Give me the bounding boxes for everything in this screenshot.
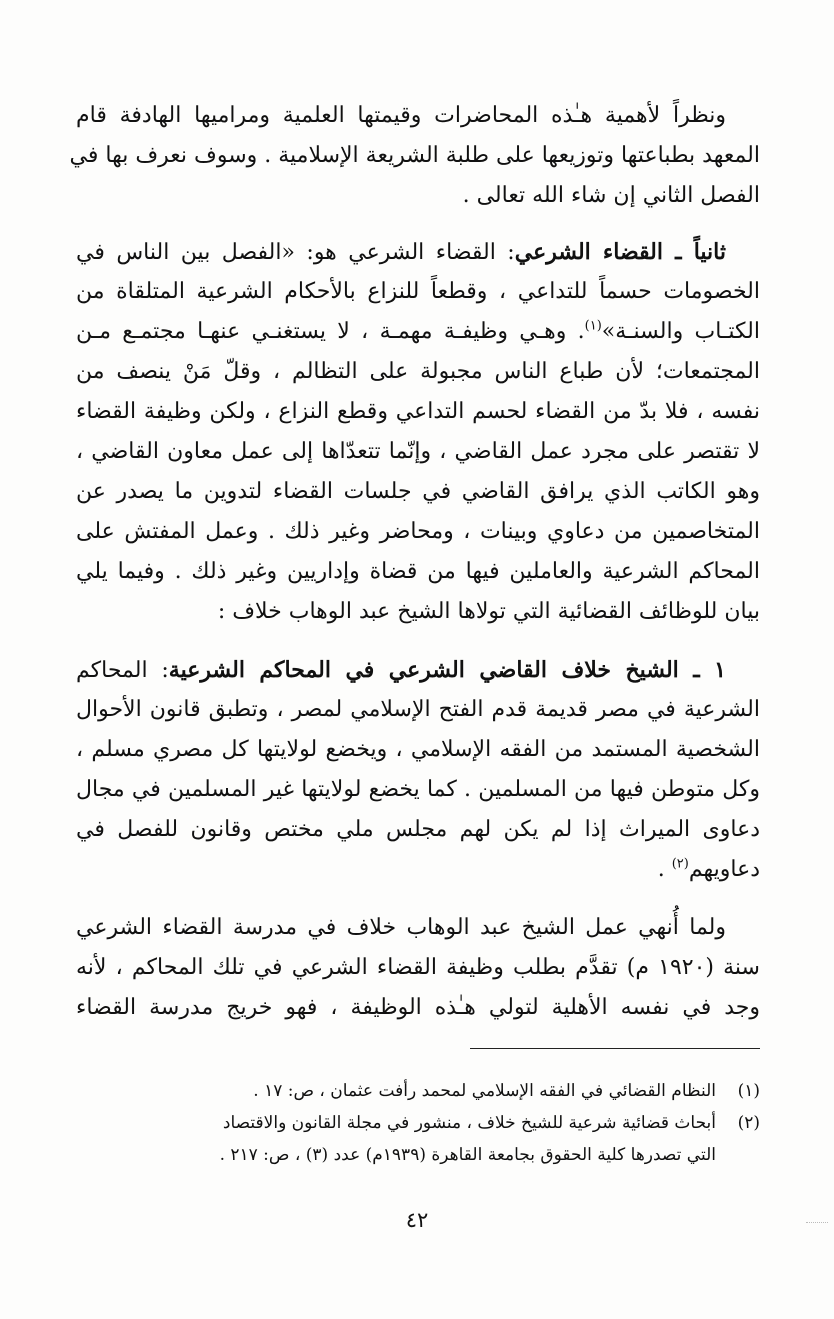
text-fragment: . bbox=[657, 857, 672, 882]
text-line: الفصل الثاني إن شاء الله تعالى . bbox=[462, 183, 760, 208]
footnote-text: النظام القضائي في الفقه الإسلامي لمحمد رأفت عثمان ، ص: ١٧ . bbox=[253, 1081, 716, 1101]
footnote-separator bbox=[470, 1048, 760, 1049]
footnote-ref[interactable]: (١) bbox=[584, 318, 602, 334]
text-line: دعاوى الميراث إذا لم يكن لهم مجلس ملي مختص وقانون للفصل في bbox=[76, 817, 760, 842]
section-heading: ١ ـ الشيخ خلاف القاضي الشرعي في المحاكم الشرعية bbox=[168, 657, 726, 683]
footnote-ref[interactable]: (٢) bbox=[671, 856, 689, 872]
text-line: وهو الكاتب الذي يرافق القاضي في جلسات القضاء لتدوين ما يصدر عن bbox=[76, 479, 760, 504]
text-fragment: . وهـي وظيفـة مهمـة ، لا يستغنـي عنهـا مجتمـع مـن bbox=[76, 319, 585, 344]
paragraph-1 bbox=[69, 96, 760, 216]
text-line bbox=[76, 232, 760, 272]
text-line: بيان للوظائف القضائية التي تولاها الشيخ عبد الوهاب خلاف : bbox=[217, 599, 760, 624]
text-line: سنة (١٩٢٠ م) تقدَّم بطلب وظيفة القضاء الشرعي في تلك المحاكم ، لأنه bbox=[76, 955, 760, 980]
text-line: الشخصية المستمد من الفقه الإسلامي ، ويخضع لولايتها كل مصري مسلم ، bbox=[76, 737, 760, 762]
text-line: نفسه ، فلا بدّ من القضاء لحسم التداعي وقطع النزاع ، ولكن وظيفة القضاء bbox=[76, 399, 760, 424]
text-line: ولما أُنهي عمل الشيخ عبد الوهاب خلاف في مدرسة القضاء الشرعي bbox=[76, 915, 726, 940]
text-line: المعهد بطباعتها وتوزيعها على طلبة الشريعة الإسلامية . وسوف نعرف بها في bbox=[69, 143, 760, 168]
text-fragment: : القضاء الشرعي هو: «الفصل بين الناس في bbox=[76, 240, 515, 265]
footnote-1 bbox=[76, 1075, 760, 1107]
text-line: المتخاصمين من دعاوي وبينات ، ومحاضر وغير ذلك . وعمل المفتش على bbox=[76, 519, 760, 544]
text-line bbox=[76, 650, 760, 690]
page-number: ٤٢ bbox=[405, 1208, 429, 1232]
footnote-number: (٢) bbox=[737, 1113, 760, 1133]
paragraph-2 bbox=[76, 232, 760, 632]
text-line: وكل متوطن فيها من المسلمين . كما يخضع لولايتها غير المسلمين في مجال bbox=[76, 777, 760, 802]
text-line bbox=[76, 850, 760, 890]
footnote-text: أبحاث قضائية شرعية للشيخ خلاف ، منشور في مجلة القانون والاقتصاد bbox=[222, 1113, 716, 1133]
footnote-number: (١) bbox=[737, 1081, 760, 1101]
text-fragment: الكتـاب والسنـة» bbox=[601, 319, 760, 344]
footnotes bbox=[76, 1075, 760, 1171]
text-line: الخصومات حسماً للتداعي ، وقطعاً للنزاع بالأحكام الشرعية المتلقاة من bbox=[76, 279, 760, 304]
text-line: ونظراً لأهمية هـٰذه المحاضرات وقيمتها العلمية ومراميها الهادفة قام bbox=[76, 103, 726, 128]
text-fragment: دعاويهم bbox=[688, 857, 760, 882]
paragraph-4 bbox=[76, 908, 760, 1028]
text-line: المجتمعات؛ لأن طباع الناس مجبولة على التظالم ، وقلّ مَنْ ينصف من bbox=[76, 359, 761, 384]
footnote-2 bbox=[76, 1107, 760, 1139]
text-fragment: : المحاكم bbox=[76, 658, 169, 683]
text-line: الشرعية في مصر قديمة قدم الفتح الإسلامي لمصر ، وتطبق قانون الأحوال bbox=[76, 697, 760, 722]
text-line: وجد في نفسه الأهلية لتولي هـٰذه الوظيفة ، فهو خريج مدرسة القضاء bbox=[76, 995, 760, 1020]
text-line: لا تقتصر على مجرد عمل القاضي ، وإنّما تتعدّاها إلى عمل معاون القاضي ، bbox=[76, 439, 760, 464]
text-line bbox=[76, 312, 760, 352]
paragraph-3 bbox=[76, 650, 760, 890]
scan-artifact bbox=[806, 1222, 828, 1223]
footnote-text-continued: التي تصدرها كلية الحقوق بجامعة القاهرة (١٩٣٩م) عدد (٣) ، ص: ٢١٧ . bbox=[219, 1145, 716, 1165]
text-line: المحاكم الشرعية والعاملين فيها من قضاة وإداريين وغير ذلك . وفيما يلي bbox=[76, 559, 760, 584]
section-heading: ثانياً ـ القضاء الشرعي bbox=[514, 239, 726, 265]
